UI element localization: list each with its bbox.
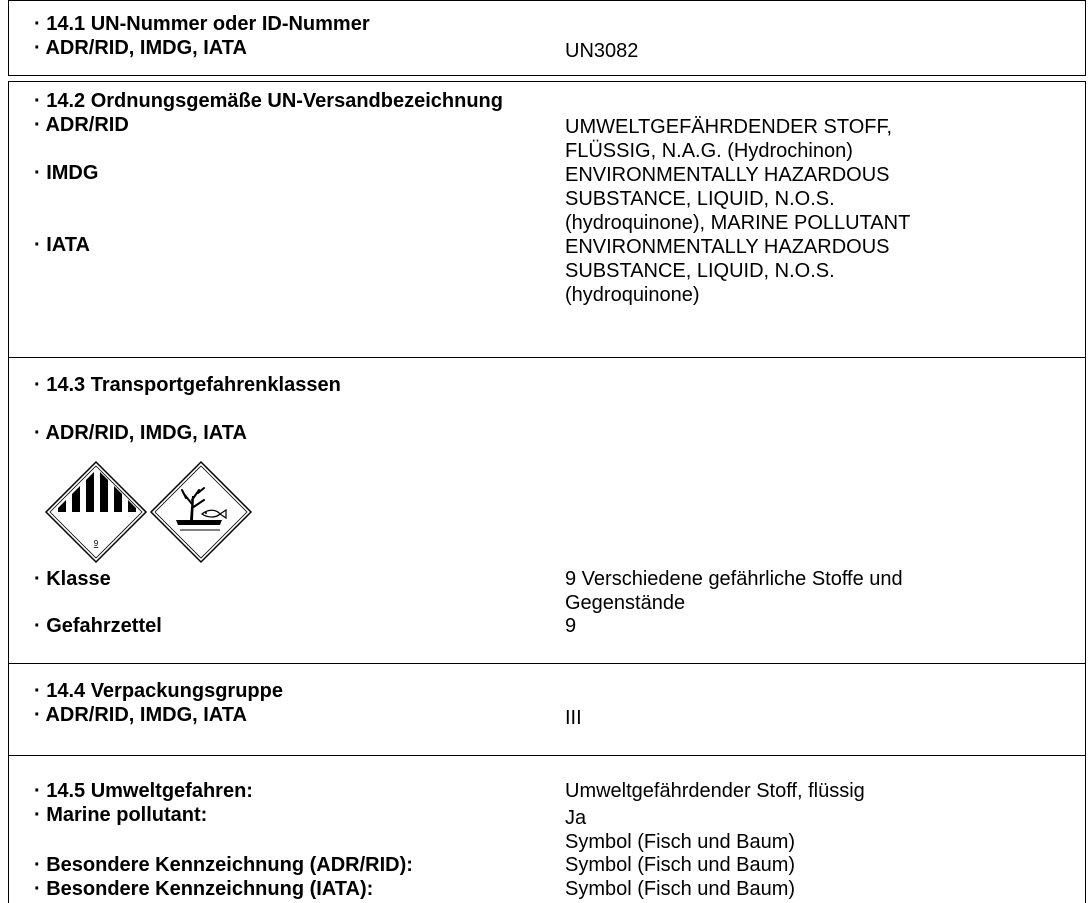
class-9-hazard-icon <box>46 462 146 562</box>
hazard-placards <box>44 460 254 565</box>
iata-value-line: (hydroquinone) <box>565 284 700 306</box>
marine-pollutant-label: · Marine pollutant: <box>34 804 208 826</box>
section-14-1-title: · 14.1 UN-Nummer oder ID-Nummer <box>34 13 370 35</box>
divider <box>8 663 1086 664</box>
packing-group-label: · ADR/RID, IMDG, IATA <box>34 704 247 726</box>
divider <box>8 357 1086 358</box>
special-marking-adr-value: Symbol (Fisch und Baum) <box>565 854 796 876</box>
klasse-value-line: 9 Verschiedene gefährliche Stoffe und <box>565 568 903 590</box>
placards-svg <box>44 460 254 565</box>
imdg-value-line: (hydroquinone), MARINE POLLUTANT <box>565 212 911 234</box>
iata-value-line: SUBSTANCE, LIQUID, N.O.S. <box>565 260 835 282</box>
iata-value-line: ENVIRONMENTALLY HAZARDOUS <box>565 236 890 258</box>
divider <box>8 75 1086 76</box>
class-9-number: 9 <box>93 539 99 548</box>
un-number-label: · ADR/RID, IMDG, IATA <box>34 37 247 59</box>
divider <box>8 0 1086 1</box>
marine-pollutant-value-line: Symbol (Fisch und Baum) <box>565 831 796 853</box>
gefahrzettel-value: 9 <box>565 615 577 637</box>
section-14-4-title: · 14.4 Verpackungsgruppe <box>34 680 283 702</box>
section-14-2-title: · 14.2 Ordnungsgemäße UN-Versandbezeichnung <box>34 90 503 112</box>
section-14-2 <box>8 82 1086 358</box>
adr-rid-value-line: FLÜSSIG, N.A.G. (Hydrochinon) <box>565 140 853 162</box>
marine-pollutant-value-line: Ja <box>565 807 587 829</box>
iata-label: · IATA <box>34 234 90 256</box>
special-marking-adr-label: · Besondere Kennzeichnung (ADR/RID): <box>34 854 413 876</box>
special-marking-iata-label: · Besondere Kennzeichnung (IATA): <box>34 878 374 900</box>
section-14-5-title: · 14.5 Umweltgefahren: <box>34 780 253 802</box>
packing-group-value: III <box>565 707 582 729</box>
special-marking-iata-value: Symbol (Fisch und Baum) <box>565 878 796 900</box>
klasse-value-line: Gegenstände <box>565 592 686 614</box>
adr-rid-label: · ADR/RID <box>34 114 129 136</box>
gefahrzettel-label: · Gefahrzettel <box>34 615 162 637</box>
section-14-3-title: · 14.3 Transportgefahrenklassen <box>34 374 341 396</box>
imdg-value-line: ENVIRONMENTALLY HAZARDOUS <box>565 164 890 186</box>
transport-class-subtitle: · ADR/RID, IMDG, IATA <box>34 422 247 444</box>
imdg-value-line: SUBSTANCE, LIQUID, N.O.S. <box>565 188 835 210</box>
environmental-hazard-icon <box>151 462 251 562</box>
imdg-label: · IMDG <box>34 162 99 184</box>
klasse-label: · Klasse <box>34 568 111 590</box>
adr-rid-value-line: UMWELTGEFÄHRDENDER STOFF, <box>565 116 893 138</box>
divider <box>8 755 1086 756</box>
un-number-value: UN3082 <box>565 40 639 62</box>
divider <box>8 81 1086 82</box>
environmental-hazard-value: Umweltgefährdender Stoff, flüssig <box>565 780 865 802</box>
